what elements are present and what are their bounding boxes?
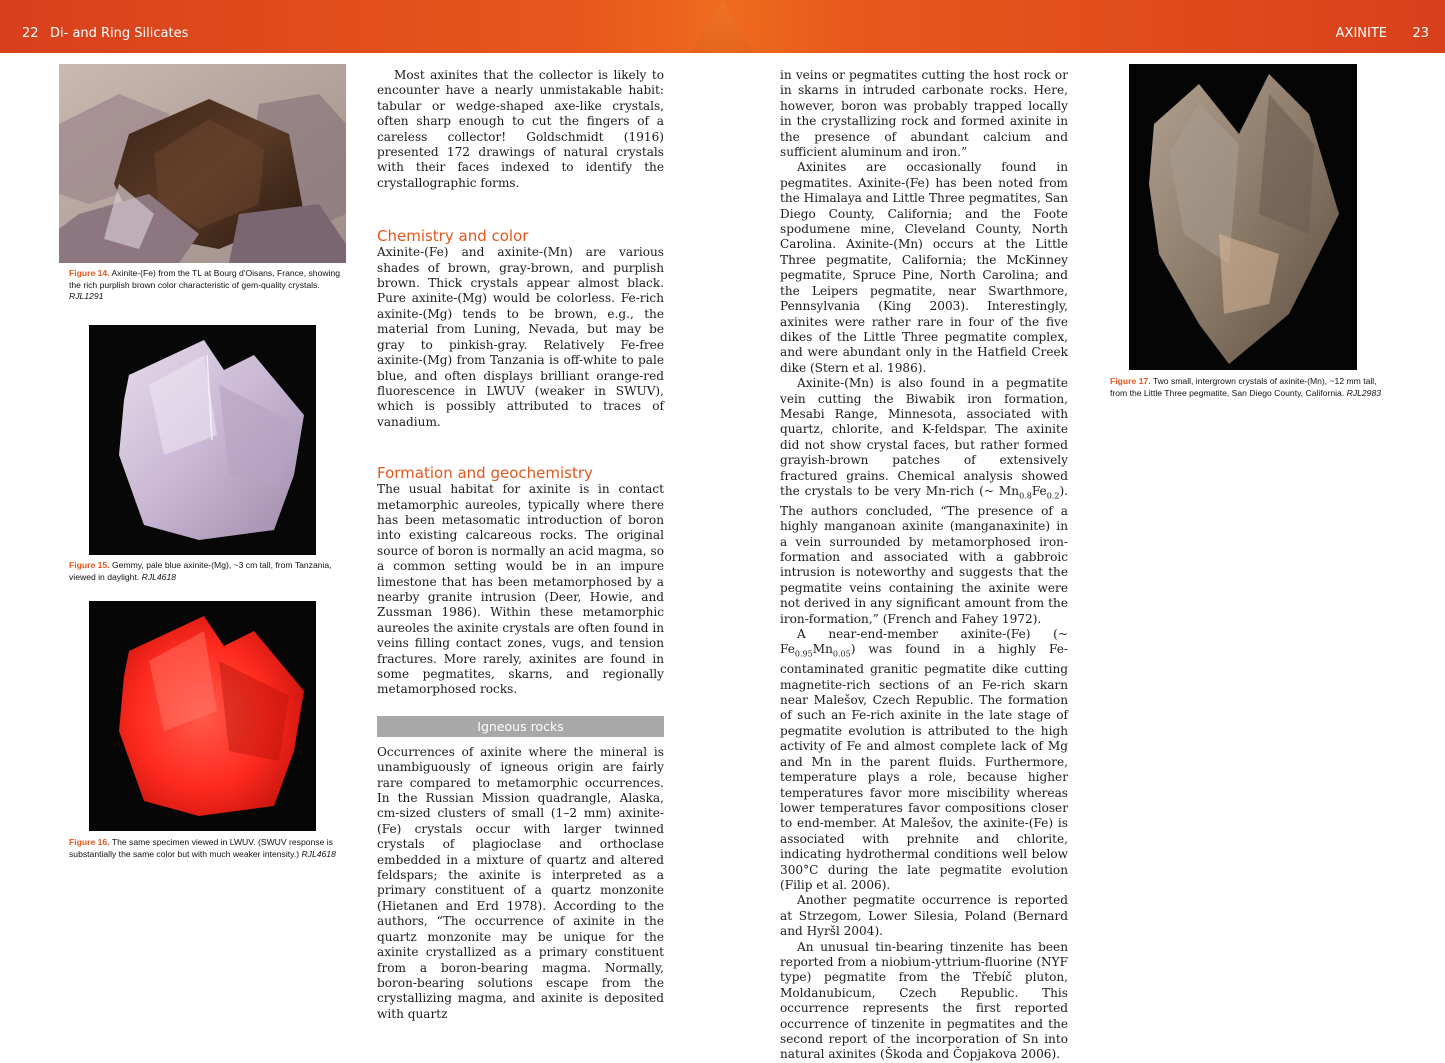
figure-14-ref: RJL1291 bbox=[69, 291, 104, 302]
fe-subscript: 0.2 bbox=[1046, 491, 1060, 501]
igneous-paragraph: Occurrences of axinite where the mineral is unambiguously of igneous origin are fairly rare compared to metamorphic occurrences. In the Russian Mission quadrangle, Alaska, cm-sized clusters of small (1–2 mm) axinite-(Fe) crystals occur with larger twinned crystals of plagioclase and orthoclase embedded in a mixture of quartz and altered feldspars; the axinite is interpreted as a primary constituent of a quartz monzonite (Hietanen and Erd 1978). According to the authors, “The occurrence of axinite in the quartz monzonite may be unique for the axinite crystallized as a primary constituent from a boron-bearing magma. Normally, boron-bearing solutions escape from the crystallizing magma, and axinite is deposited with quartz bbox=[377, 744, 664, 1021]
figure-17-text: Two small, intergrown crystals of axinite-(Mn), ~12 mm tall, from the Little Three pegmatite, San Diego County, California. bbox=[1110, 376, 1377, 398]
mesabi-paragraph bbox=[780, 376, 1068, 627]
text-column-right bbox=[780, 68, 1068, 1063]
continued-paragraph: in veins or pegmatites cutting the host rock or in skarns in intruded carbonate rocks. Here, however, boron was probably trapped locally in the crystallizing rock and formed axinite in the presence of abundant calcium and sufficient aluminum and iron.” bbox=[780, 68, 1068, 160]
figure-16-label: Figure 16. bbox=[69, 837, 110, 847]
figure-14-caption bbox=[69, 268, 344, 303]
figure-16-ref: RJL4618 bbox=[301, 848, 336, 859]
section-heading-formation: Formation and geochemistry bbox=[377, 464, 593, 483]
page-gutter-fold bbox=[690, 0, 755, 53]
chemistry-paragraph: Axinite-(Fe) and axinite-(Mn) are various shades of brown, gray-brown, and purplish brown. Thick crystals appear almost black. Pure axinite-(Mg) would be colorless. Fe-rich axinite-(Mg) tends to be brown, e.g., the material from Luning, Nevada, but may be gray to pinkish-gray. Relatively Fe-free axinite-(Mg) from Tanzania is off-white to pale blue, and often displays brilliant orange-red fluorescence in LWUV (weaker in SWUV), which is possibly attributed to traces of vanadium. bbox=[377, 245, 664, 429]
fe-subscript-2: 0.95 bbox=[794, 649, 813, 659]
figure-16-text: The same specimen viewed in LWUV. (SWUV response is substantially the same color but with much weaker intensity.) bbox=[69, 837, 333, 859]
sidebar-heading-igneous: Igneous rocks bbox=[377, 716, 664, 737]
mesabi-text-b: Fe bbox=[1031, 483, 1047, 498]
left-page-number: 22 bbox=[22, 26, 39, 41]
figure-16-caption bbox=[69, 837, 344, 860]
mesabi-text-a: Axinite-(Mn) is also found in a pegmatite vein cutting the Biwabik iron formation, Mesabi Range, Minnesota, associated with quartz, chlorite, and K-feldspar. The axinite did not show crystal faces, but rather formed grayish-brown patches of extensively fractured grains. Chemical analysis showed the crystals to be very Mn-rich (~ Mn bbox=[780, 376, 1068, 498]
strzegom-paragraph: Another pegmatite occurrence is reported at Strzegom, Lower Silesia, Poland (Bernard and Hyršl 2004). bbox=[780, 893, 1068, 939]
figure-15-caption bbox=[69, 560, 344, 583]
pegmatite-paragraph: Axinites are occasionally found in pegmatites. Axinite-(Fe) has been noted from the Himalaya and Little Three pegmatites, San Diego County, California; and the Foote spodumene mine, Cleveland County, North Carolina. Axinite-(Mn) occurs at the Little Three pegmatite, California; the McKinney pegmatite, Spruce Pine, North Carolina; and the Leipers pegmatite, near Swarthmore, Pennsylvania (King 2003). Interestingly, axinites were rather rare in four of the five dikes of the Little Three pegmatite complex, and were abundant only in the Hatfield Creek dike (Stern et al. 1986). bbox=[780, 160, 1068, 375]
malesov-text-c: ) was found in a highly Fe-contaminated granitic pegmatite dike cutting magnetite-rich sections of an Fe-rich skarn near Malešov, Czech Republic. The formation of such an Fe-rich axinite in the late stage of pegmatite evolution is attributed to the high activity of Fe and almost complete lack of Mg and Mn in the parent fluids. Furthermore, temperature plays a role, because higher temperatures favor more miscibility whereas lower temperatures favor compositions closer to end-member. At Malešov, the axinite-(Fe) is associated with prehnite and chlorite, indicating hydrothermal conditions well below 300°C during the late pegmatite evolution (Filip et al. 2006). bbox=[780, 642, 1068, 892]
malesov-text-a: A near-end-member axinite-(Fe) (~ Fe bbox=[780, 627, 1068, 657]
figure-15-text: Gemmy, pale blue axinite-(Mg), ~3 cm tall, from Tanzania, viewed in daylight. bbox=[69, 560, 332, 582]
figure-15-ref: RJL4618 bbox=[141, 571, 177, 582]
intro-paragraph: Most axinites that the collector is likely to encounter have a nearly unmistakable habit: tabular or wedge-shaped axe-like crystals, often sharp enough to cut the fingers of a careless collector! Goldschmidt (1916) presented 172 drawings of natural crystals with their faces indexed to identify the crystallographic forms. bbox=[377, 68, 664, 190]
figure-17-ref: RJL2983 bbox=[1346, 387, 1382, 398]
tinzenite-paragraph: An unusual tin-bearing tinzenite has been reported from a niobium-yttrium-fluorine (NYF type) pegmatite from the Třebíč pluton, Moldanubicum, Czech Republic. This occurrence represents the first reported occurrence of tinzenite in pegmatites and the second report of the incorporation of Sn into natural axinites (Škoda and Čopjakova 2006). bbox=[780, 939, 1068, 1062]
figure-14-photo bbox=[59, 64, 346, 263]
figure-15-label: Figure 15. bbox=[69, 560, 110, 570]
right-running-title: AXINITE bbox=[1335, 26, 1387, 41]
figure-17-label: Figure 17. bbox=[1110, 376, 1151, 386]
mn-subscript-2: 0.05 bbox=[832, 649, 851, 659]
figure-14-text: Axinite-(Fe) from the TL at Bourg d'Oisans, France, showing the rich purplish brown color characteristic of gem-quality crystals. bbox=[69, 268, 341, 290]
text-column-left bbox=[377, 68, 664, 1022]
page-header bbox=[0, 0, 1445, 53]
malesov-paragraph bbox=[780, 627, 1068, 893]
left-running-title: Di- and Ring Silicates bbox=[50, 26, 189, 41]
figure-15-photo bbox=[89, 325, 316, 555]
figure-17-photo bbox=[1129, 64, 1357, 370]
right-page-number: 23 bbox=[1412, 26, 1429, 41]
mesabi-text-c: ). The authors concluded, “The presence of a highly manganoan axinite (manganaxinite) in a vein surrounded by metamorphosed iron-formation and associated with a gabbroic intrusion is noteworthy and suggests that the pegmatite veins containing the axinite were not derived in any significant amount from the iron-formation,” (French and Fahey 1972). bbox=[780, 483, 1068, 626]
figure-16-photo bbox=[89, 601, 316, 831]
section-heading-chemistry: Chemistry and color bbox=[377, 227, 529, 246]
malesov-text-b: Mn bbox=[812, 642, 833, 657]
figure-14-label: Figure 14. bbox=[69, 268, 110, 278]
figure-17-caption bbox=[1110, 376, 1390, 399]
formation-paragraph: The usual habitat for axinite is in contact metamorphic aureoles, typically where there has been metasomatic introduction of boron into existing calcareous rocks. The original source of boron is normally an acid magma, so a common setting would be in an impure limestone that has been metamorphosed by a nearby granite intrusion (Deer, Howie, and Zussman 1986). Within these metamorphic aureoles the axinite crystals are often found in veins filling contact zones, vugs, and tension fractures. More rarely, axinites are found in some pegmatites, skarns, and regionally metamorphosed rocks. bbox=[377, 482, 664, 697]
mn-subscript: 0.8 bbox=[1019, 491, 1032, 501]
